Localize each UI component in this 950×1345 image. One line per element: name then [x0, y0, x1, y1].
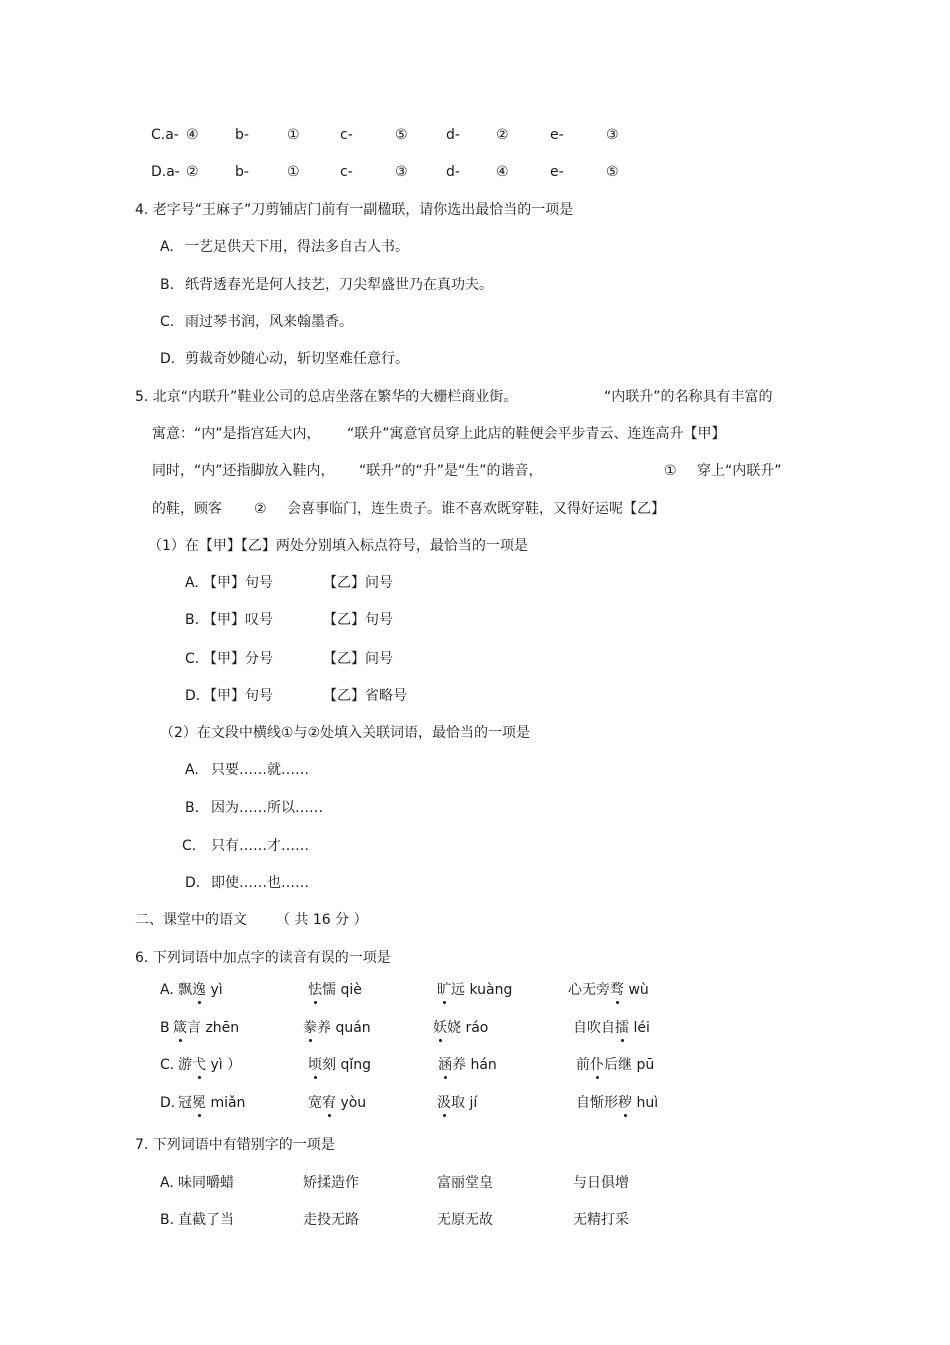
passage-text: 会喜事临门，连生贵子。谁不喜欢既穿鞋，又得好运呢【乙】: [287, 501, 665, 517]
pinyin: léi: [633, 1020, 650, 1036]
option-cell: c-: [340, 164, 353, 180]
pinyin: yòu: [340, 1095, 367, 1111]
option-cell: ④: [496, 164, 509, 180]
word: 与日俱增: [573, 1175, 629, 1191]
word: 味同嚼蜡: [178, 1175, 234, 1191]
option-label: B: [160, 1020, 170, 1036]
word-item: 豢养 quán: [303, 1020, 371, 1036]
word-item: 涵养 hán: [438, 1057, 497, 1073]
option-cell: b-: [235, 164, 249, 180]
word-item: 游弋 yì ）: [178, 1057, 242, 1073]
section-score: （ 共 16 分 ）: [276, 912, 368, 928]
word-item: 旷远 kuàng: [437, 982, 513, 998]
blank-marker-1: ①: [664, 463, 677, 479]
option-cell: ⑤: [606, 164, 619, 180]
option-label: D.a-: [151, 164, 180, 180]
option-cell: c-: [340, 127, 353, 143]
word-item: 飘逸 yì: [178, 982, 223, 998]
option-jia: 【甲】叹号: [203, 612, 273, 628]
option-yi: 【乙】问号: [323, 575, 393, 591]
dotted-char: 汲: [437, 1095, 451, 1111]
option-cell: b-: [235, 127, 249, 143]
option-text: 纸背透春光是何人技艺，刀尖犁盛世乃在真功夫。: [185, 277, 493, 293]
word: 无精打采: [573, 1212, 629, 1228]
option-jia: 【甲】分号: [203, 651, 273, 667]
pinyin: jí: [469, 1095, 478, 1111]
option-yi: 【乙】句号: [323, 612, 393, 628]
option-label: D.: [185, 875, 201, 891]
option-label: C.: [160, 314, 175, 330]
pinyin: zhēn: [205, 1020, 240, 1036]
option-label: B.: [185, 800, 200, 816]
option-text: 只要……就……: [211, 762, 309, 778]
pinyin: yì: [210, 982, 223, 998]
word-item: 心无旁骛 wù: [568, 982, 649, 998]
section-title: 二、课堂中的语文: [135, 912, 247, 928]
option-cell: ③: [606, 127, 619, 143]
option-label: C.: [182, 838, 197, 854]
option-label: A.: [185, 762, 199, 778]
word-item: 自惭形秽 huì: [576, 1095, 659, 1111]
passage-text: “联升”的“升”是“生”的谐音，: [359, 463, 543, 479]
option-cell: ①: [287, 164, 300, 180]
pinyin: quán: [335, 1020, 371, 1036]
word-item: 宽宥 yòu: [308, 1095, 367, 1111]
option-label: B.: [185, 612, 200, 628]
option-label: B.: [160, 1212, 175, 1228]
word-item: 前仆后继 pū: [576, 1057, 655, 1073]
option-label: D.: [160, 1095, 176, 1111]
question-5-2-stem: （2）在文段中横线①与②处填入关联词语，最恰当的一项是: [160, 725, 531, 741]
option-text: 剪裁奇妙随心动，斩切坚难任意行。: [185, 351, 409, 367]
option-cell: ⑤: [395, 127, 408, 143]
dotted-char: 妖: [433, 1020, 447, 1036]
option-label: A.: [160, 982, 174, 998]
dotted-char: 宥: [322, 1095, 336, 1111]
option-label: D.: [185, 688, 201, 704]
word-item: 顷刻 qǐng: [308, 1057, 371, 1073]
option-cell: ③: [395, 164, 408, 180]
passage-text: “内联升”的名称具有丰富的: [604, 389, 773, 405]
question-4-stem: 4. 老字号“王麻子”刀剪铺店门前有一副楹联，请你选出最恰当的一项是: [135, 202, 574, 218]
word: 直截了当: [178, 1212, 234, 1228]
word-item: 妖娆 ráo: [433, 1020, 489, 1036]
option-yi: 【乙】问号: [323, 651, 393, 667]
option-cell: e-: [550, 164, 564, 180]
option-cell: ④: [186, 127, 199, 143]
dotted-char: 逸: [192, 982, 206, 998]
word-item: 怯懦 qiè: [308, 982, 362, 998]
pinyin: yì ）: [210, 1057, 242, 1073]
option-jia: 【甲】句号: [203, 575, 273, 591]
question-7-stem: 7. 下列词语中有错别字的一项是: [135, 1137, 335, 1153]
option-cell: d-: [446, 127, 460, 143]
passage-text: 同时，“内”还指脚放入鞋内，: [152, 463, 335, 479]
option-cell: d-: [446, 164, 460, 180]
pinyin: wù: [628, 982, 649, 998]
word: 富丽堂皇: [437, 1175, 493, 1191]
dotted-char: 顷: [308, 1057, 322, 1073]
option-yi: 【乙】省略号: [323, 688, 407, 704]
dotted-char: 骛: [610, 982, 624, 998]
passage-text: 5. 北京“内联升”鞋业公司的总店坐落在繁华的大栅栏商业街。: [135, 389, 518, 405]
option-cell: ②: [186, 164, 199, 180]
word-item: 箴言 zhēn: [173, 1020, 240, 1036]
dotted-char: 涵: [438, 1057, 452, 1073]
option-cell: e-: [550, 127, 564, 143]
pinyin: kuàng: [469, 982, 513, 998]
option-label: A.: [185, 575, 199, 591]
option-label: A.: [160, 1175, 174, 1191]
blank-marker-2: ②: [254, 501, 267, 517]
question-6-stem: 6. 下列词语中加点字的读音有误的一项是: [135, 950, 391, 966]
passage-text: 穿上“内联升”: [697, 463, 782, 479]
word: 走投无路: [303, 1212, 359, 1228]
option-text: 只有……才……: [211, 838, 309, 854]
pinyin: hán: [470, 1057, 497, 1073]
option-label: A.: [160, 239, 174, 255]
option-text: 雨过琴书润，风来翰墨香。: [185, 314, 353, 330]
pinyin: pū: [636, 1057, 655, 1073]
dotted-char: 擂: [615, 1020, 629, 1036]
word: 无原无故: [437, 1212, 493, 1228]
dotted-char: 秽: [618, 1095, 632, 1111]
dotted-char: 弋: [192, 1057, 206, 1073]
dotted-char: 仆: [590, 1057, 604, 1073]
option-cell: ②: [496, 127, 509, 143]
word-item: 汲取 jí: [437, 1095, 478, 1111]
word-item: 冠冕 miǎn: [178, 1095, 246, 1111]
option-text: 因为……所以……: [211, 800, 323, 816]
option-label: C.: [160, 1057, 175, 1073]
option-label: B.: [160, 277, 175, 293]
option-label: D.: [160, 351, 176, 367]
passage-text: “联升”寓意官员穿上此店的鞋便会平步青云、连连高升【甲】: [347, 426, 726, 442]
pinyin: huì: [636, 1095, 659, 1111]
dotted-char: 冕: [192, 1095, 206, 1111]
dotted-char: 箴: [173, 1020, 187, 1036]
option-text: 一艺足供天下用，得法多自古人书。: [185, 239, 409, 255]
passage-text: 寓意：“内”是指宫廷大内，: [152, 426, 321, 442]
option-label: C.a-: [151, 127, 179, 143]
option-label: C.: [185, 651, 200, 667]
dotted-char: 怯: [308, 982, 322, 998]
word-item: 自吹自擂 léi: [573, 1020, 650, 1036]
dotted-char: 旷: [437, 982, 451, 998]
question-5-1-stem: （1）在【甲】【乙】两处分别填入标点符号，最恰当的一项是: [148, 538, 528, 554]
option-jia: 【甲】句号: [203, 688, 273, 704]
pinyin: qǐng: [340, 1057, 371, 1073]
pinyin: ráo: [465, 1020, 489, 1036]
word: 矫揉造作: [303, 1175, 359, 1191]
option-cell: ①: [287, 127, 300, 143]
pinyin: miǎn: [210, 1095, 246, 1111]
dotted-char: 豢: [303, 1020, 317, 1036]
option-text: 即使……也……: [211, 875, 309, 891]
passage-text: 的鞋，顾客: [152, 501, 222, 517]
pinyin: qiè: [340, 982, 362, 998]
